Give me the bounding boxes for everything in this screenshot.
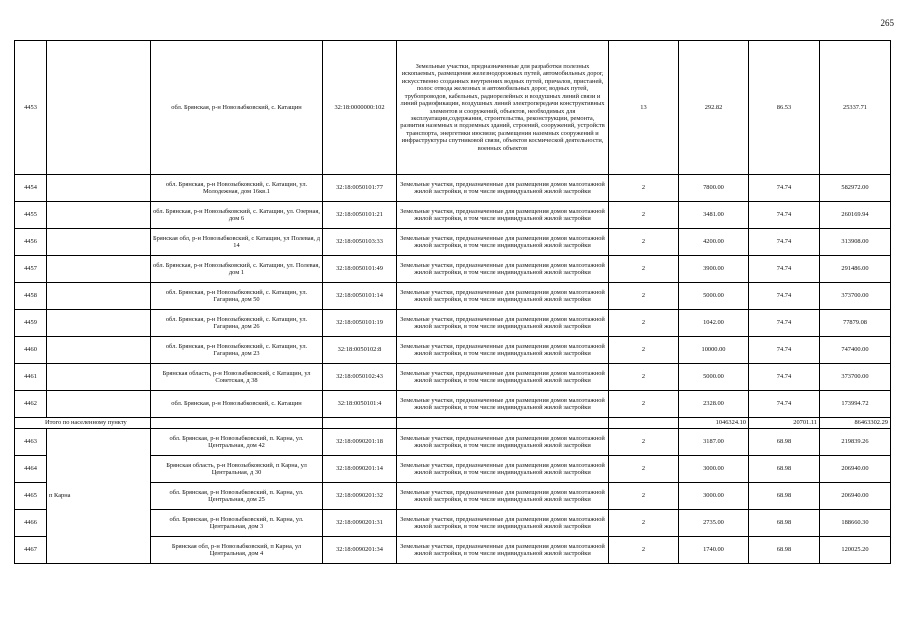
purpose-cell: Земельные участки, предназначенные для размещения домов малоэтажной жилой застройки, в том числе индивидуальной жилой застройки — [397, 229, 609, 256]
address-cell: обл. Брянская, р-н Новозыбковский, п. Карна, ул. Центральная, дом 3 — [151, 510, 323, 537]
rate-cell: 74.74 — [749, 337, 820, 364]
area-cell: 10000.00 — [679, 337, 749, 364]
table-row — [15, 310, 891, 337]
area-cell: 1042.00 — [679, 310, 749, 337]
address-cell: Брянская область, р-н Новозыбковский, с Катащин, ул Советская, д 38 — [151, 364, 323, 391]
row-number: 4456 — [15, 229, 47, 256]
purpose-cell: Земельные участки, предназначенные для размещения домов малоэтажной жилой застройки, в том числе индивидуальной жилой застройки — [397, 483, 609, 510]
purpose-cell: Земельные участки, предназначенные для размещения домов малоэтажной жилой застройки, в том числе индивидуальной жилой застройки — [397, 256, 609, 283]
purpose-cell: Земельные участки, предназначенные для размещения домов малоэтажной жилой застройки, в том числе индивидуальной жилой застройки — [397, 175, 609, 202]
address-cell: обл. Брянская, р-н Новозыбковский, с. Катащин, ул. Молодежная, дом 16кв.1 — [151, 175, 323, 202]
settlement-cell — [47, 337, 151, 364]
total-cell: 219839.26 — [820, 429, 891, 456]
purpose-cell: Земельные участки, предназначенные для размещения домов малоэтажной жилой застройки, в том числе индивидуальной жилой застройки — [397, 310, 609, 337]
table-row — [15, 391, 891, 418]
table-row — [15, 283, 891, 310]
total-value: 86463302.29 — [820, 418, 891, 429]
rate-cell: 68.98 — [749, 510, 820, 537]
row-number: 4464 — [15, 456, 47, 483]
rate-cell: 68.98 — [749, 429, 820, 456]
address-cell: обл. Брянская, р-н Новозыбковский, с. Катащин, ул. Полевая, дом 1 — [151, 256, 323, 283]
group-code: 2 — [609, 229, 679, 256]
group-code: 13 — [609, 41, 679, 175]
cadastral-number: 32:18:0050103:33 — [323, 229, 397, 256]
cadastral-number: 32:18:0050101:14 — [323, 283, 397, 310]
table-row — [15, 364, 891, 391]
group-code: 2 — [609, 310, 679, 337]
rate-cell: 74.74 — [749, 175, 820, 202]
rate-cell: 74.74 — [749, 256, 820, 283]
address-cell: Брянская область, р-н Новозыбковский, п Карна, ул Центральная, д 30 — [151, 456, 323, 483]
purpose-cell: Земельные участки, предназначенные для размещения домов малоэтажной жилой застройки, в том числе индивидуальной жилой застройки — [397, 337, 609, 364]
rate-cell: 86.53 — [749, 41, 820, 175]
row-number: 4460 — [15, 337, 47, 364]
total-cell: 188660.30 — [820, 510, 891, 537]
total-rate: 20701.11 — [749, 418, 820, 429]
purpose-cell: Земельные участки, предназначенные для размещения домов малоэтажной жилой застройки, в том числе индивидуальной жилой застройки — [397, 429, 609, 456]
total-cell: 291486.00 — [820, 256, 891, 283]
group-code: 2 — [609, 510, 679, 537]
cadastral-number: 32:18:0090201:18 — [323, 429, 397, 456]
cadastral-number: 32:18:0090201:31 — [323, 510, 397, 537]
rate-cell: 74.74 — [749, 283, 820, 310]
address-cell: обл. Брянская, р-н Новозыбковский, с. Катащин, ул. Гагарина, дом 26 — [151, 310, 323, 337]
settlement-cell — [47, 202, 151, 229]
area-cell: 2735.00 — [679, 510, 749, 537]
address-cell: обл. Брянская, р-н Новозыбковский, п. Карна, ул. Центральная, дом 25 — [151, 483, 323, 510]
page-number: 265 — [880, 18, 894, 28]
purpose-cell: Земельные участки, предназначенные для размещения домов малоэтажной жилой застройки, в том числе индивидуальной жилой застройки — [397, 537, 609, 564]
total-cell: 120025.20 — [820, 537, 891, 564]
address-cell: обл. Брянская, р-н Новозыбковский, п. Карна, ул. Центральная, дом 42 — [151, 429, 323, 456]
group-code: 2 — [609, 256, 679, 283]
group-code: 2 — [609, 337, 679, 364]
area-cell: 4200.00 — [679, 229, 749, 256]
row-number: 4459 — [15, 310, 47, 337]
cadastral-number: 32:18:0090201:14 — [323, 456, 397, 483]
area-cell: 3187.00 — [679, 429, 749, 456]
row-number: 4454 — [15, 175, 47, 202]
cadastral-number: 32:18:0050101:19 — [323, 310, 397, 337]
purpose-cell: Земельные участки, предназначенные для размещения домов малоэтажной жилой застройки, в том числе индивидуальной жилой застройки — [397, 391, 609, 418]
total-cell: 582972.00 — [820, 175, 891, 202]
row-number: 4466 — [15, 510, 47, 537]
area-cell: 3000.00 — [679, 456, 749, 483]
settlement-cell — [47, 175, 151, 202]
purpose-cell: Земельные участки, предназначенные для размещения домов малоэтажной жилой застройки, в том числе индивидуальной жилой застройки — [397, 456, 609, 483]
area-cell: 3900.00 — [679, 256, 749, 283]
table-row — [15, 256, 891, 283]
address-cell: обл. Брянская, р-н Новозыбковский, с. Катащин — [151, 41, 323, 175]
area-cell: 292.82 — [679, 41, 749, 175]
address-cell: Брянская обл, р-н Новозыбковский, с Катащин, ул Полевая, д 14 — [151, 229, 323, 256]
table-row — [15, 175, 891, 202]
cadastral-number: 32:18:0050101:49 — [323, 256, 397, 283]
group-code: 2 — [609, 202, 679, 229]
address-cell: обл. Брянская, р-н Новозыбковский, с. Катащин — [151, 391, 323, 418]
row-number: 4467 — [15, 537, 47, 564]
settlement-cell — [47, 310, 151, 337]
empty-cell — [609, 418, 679, 429]
total-cell: 173994.72 — [820, 391, 891, 418]
total-cell: 206940.00 — [820, 456, 891, 483]
address-cell: обл. Брянская, р-н Новозыбковский, с. Катащин, ул. Гагарина, дом 23 — [151, 337, 323, 364]
area-cell: 5000.00 — [679, 364, 749, 391]
table-row — [15, 41, 891, 175]
rate-cell: 68.98 — [749, 483, 820, 510]
rate-cell: 68.98 — [749, 456, 820, 483]
group-code: 2 — [609, 483, 679, 510]
area-cell: 3481.00 — [679, 202, 749, 229]
settlement-cell — [47, 41, 151, 175]
cadastral-number: 32:18:0000000:102 — [323, 41, 397, 175]
settlement-cell — [47, 283, 151, 310]
settlement-cell — [47, 256, 151, 283]
purpose-cell: Земельные участки, предназначенные для размещения домов малоэтажной жилой застройки, в том числе индивидуальной жилой застройки — [397, 510, 609, 537]
group-code: 2 — [609, 537, 679, 564]
group-code: 2 — [609, 175, 679, 202]
cadastral-value-table — [14, 40, 891, 564]
settlement-cell — [47, 229, 151, 256]
group-code: 2 — [609, 364, 679, 391]
total-cell: 77879.08 — [820, 310, 891, 337]
row-number: 4455 — [15, 202, 47, 229]
rate-cell: 68.98 — [749, 537, 820, 564]
row-number: 4462 — [15, 391, 47, 418]
row-number: 4465 — [15, 483, 47, 510]
address-cell: Брянская обл, р-н Новозыбковский, п Карна, ул Центральная, дом 4 — [151, 537, 323, 564]
settlement-name: п Карна — [47, 429, 151, 564]
total-cell: 373700.00 — [820, 283, 891, 310]
group-code: 2 — [609, 456, 679, 483]
row-number: 4458 — [15, 283, 47, 310]
rate-cell: 74.74 — [749, 310, 820, 337]
row-number: 4453 — [15, 41, 47, 175]
settlement-cell — [47, 364, 151, 391]
total-area: 1046324.10 — [679, 418, 749, 429]
total-cell: 747400.00 — [820, 337, 891, 364]
cadastral-number: 32:18:0050102:8 — [323, 337, 397, 364]
area-cell: 3000.00 — [679, 483, 749, 510]
total-cell: 206940.00 — [820, 483, 891, 510]
cadastral-number: 32:18:0050102:43 — [323, 364, 397, 391]
group-code: 2 — [609, 391, 679, 418]
empty-cell — [323, 418, 397, 429]
purpose-cell: Земельные участки, предназначенные для размещения домов малоэтажной жилой застройки, в том числе индивидуальной жилой застройки — [397, 283, 609, 310]
cadastral-number: 32:18:0090201:34 — [323, 537, 397, 564]
table-row — [15, 429, 891, 456]
cadastral-number: 32:18:0050101:4 — [323, 391, 397, 418]
cadastral-number: 32:18:0090201:32 — [323, 483, 397, 510]
total-cell: 373700.00 — [820, 364, 891, 391]
area-cell: 2328.00 — [679, 391, 749, 418]
purpose-cell: Земельные участки, предназначенные для размещения домов малоэтажной жилой застройки, в том числе индивидуальной жилой застройки — [397, 364, 609, 391]
table-row — [15, 229, 891, 256]
row-number: 4463 — [15, 429, 47, 456]
table-row — [15, 202, 891, 229]
area-cell: 7800.00 — [679, 175, 749, 202]
rate-cell: 74.74 — [749, 202, 820, 229]
rate-cell: 74.74 — [749, 229, 820, 256]
empty-cell — [397, 418, 609, 429]
rate-cell: 74.74 — [749, 391, 820, 418]
settlement-total-row — [15, 418, 891, 429]
cadastral-number: 32:18:0050101:77 — [323, 175, 397, 202]
table-row — [15, 337, 891, 364]
total-cell: 25337.71 — [820, 41, 891, 175]
area-cell: 1740.00 — [679, 537, 749, 564]
total-cell: 260169.94 — [820, 202, 891, 229]
group-code: 2 — [609, 429, 679, 456]
settlement-cell — [47, 391, 151, 418]
purpose-cell: Земельные участки, предназначенные для разработки полезных ископаемых, размещения железнодорожных путей, автомобильных дорог, искусственно созданных внутренних водных путей, причалов, пристаней, полос отвода железных и автомобильных дорог, водных путей, трубопроводов, кабельных, радиорелейных и воздушных линий связи и линий радиофикации, воздушных линий электропередачи конструктивных элементов и сооружений, объектов, необходимых для эксплуатации,содержания, строительства, реконструкции, ремонта, развития наземных и подземных зданий, строений, сооружений, устройств транспорта, энергетики июсвязи; размещения наземных сооружений и инфраструктуры спутниковой связи, объектов космической деятельности, военных объектов — [397, 41, 609, 175]
row-number: 4461 — [15, 364, 47, 391]
area-cell: 5000.00 — [679, 283, 749, 310]
row-number: 4457 — [15, 256, 47, 283]
purpose-cell: Земельные участки, предназначенные для размещения домов малоэтажной жилой застройки, в том числе индивидуальной жилой застройки — [397, 202, 609, 229]
group-code: 2 — [609, 283, 679, 310]
total-cell: 313908.00 — [820, 229, 891, 256]
cadastral-number: 32:18:0050101:21 — [323, 202, 397, 229]
total-label: Итого по населенному пункту — [15, 418, 151, 429]
address-cell: обл. Брянская, р-н Новозыбковский, с. Катащин, ул. Гагарина, дом 50 — [151, 283, 323, 310]
address-cell: обл. Брянская, р-н Новозыбковский, с. Катащин, ул. Озерная, дом 6 — [151, 202, 323, 229]
empty-cell — [151, 418, 323, 429]
rate-cell: 74.74 — [749, 364, 820, 391]
